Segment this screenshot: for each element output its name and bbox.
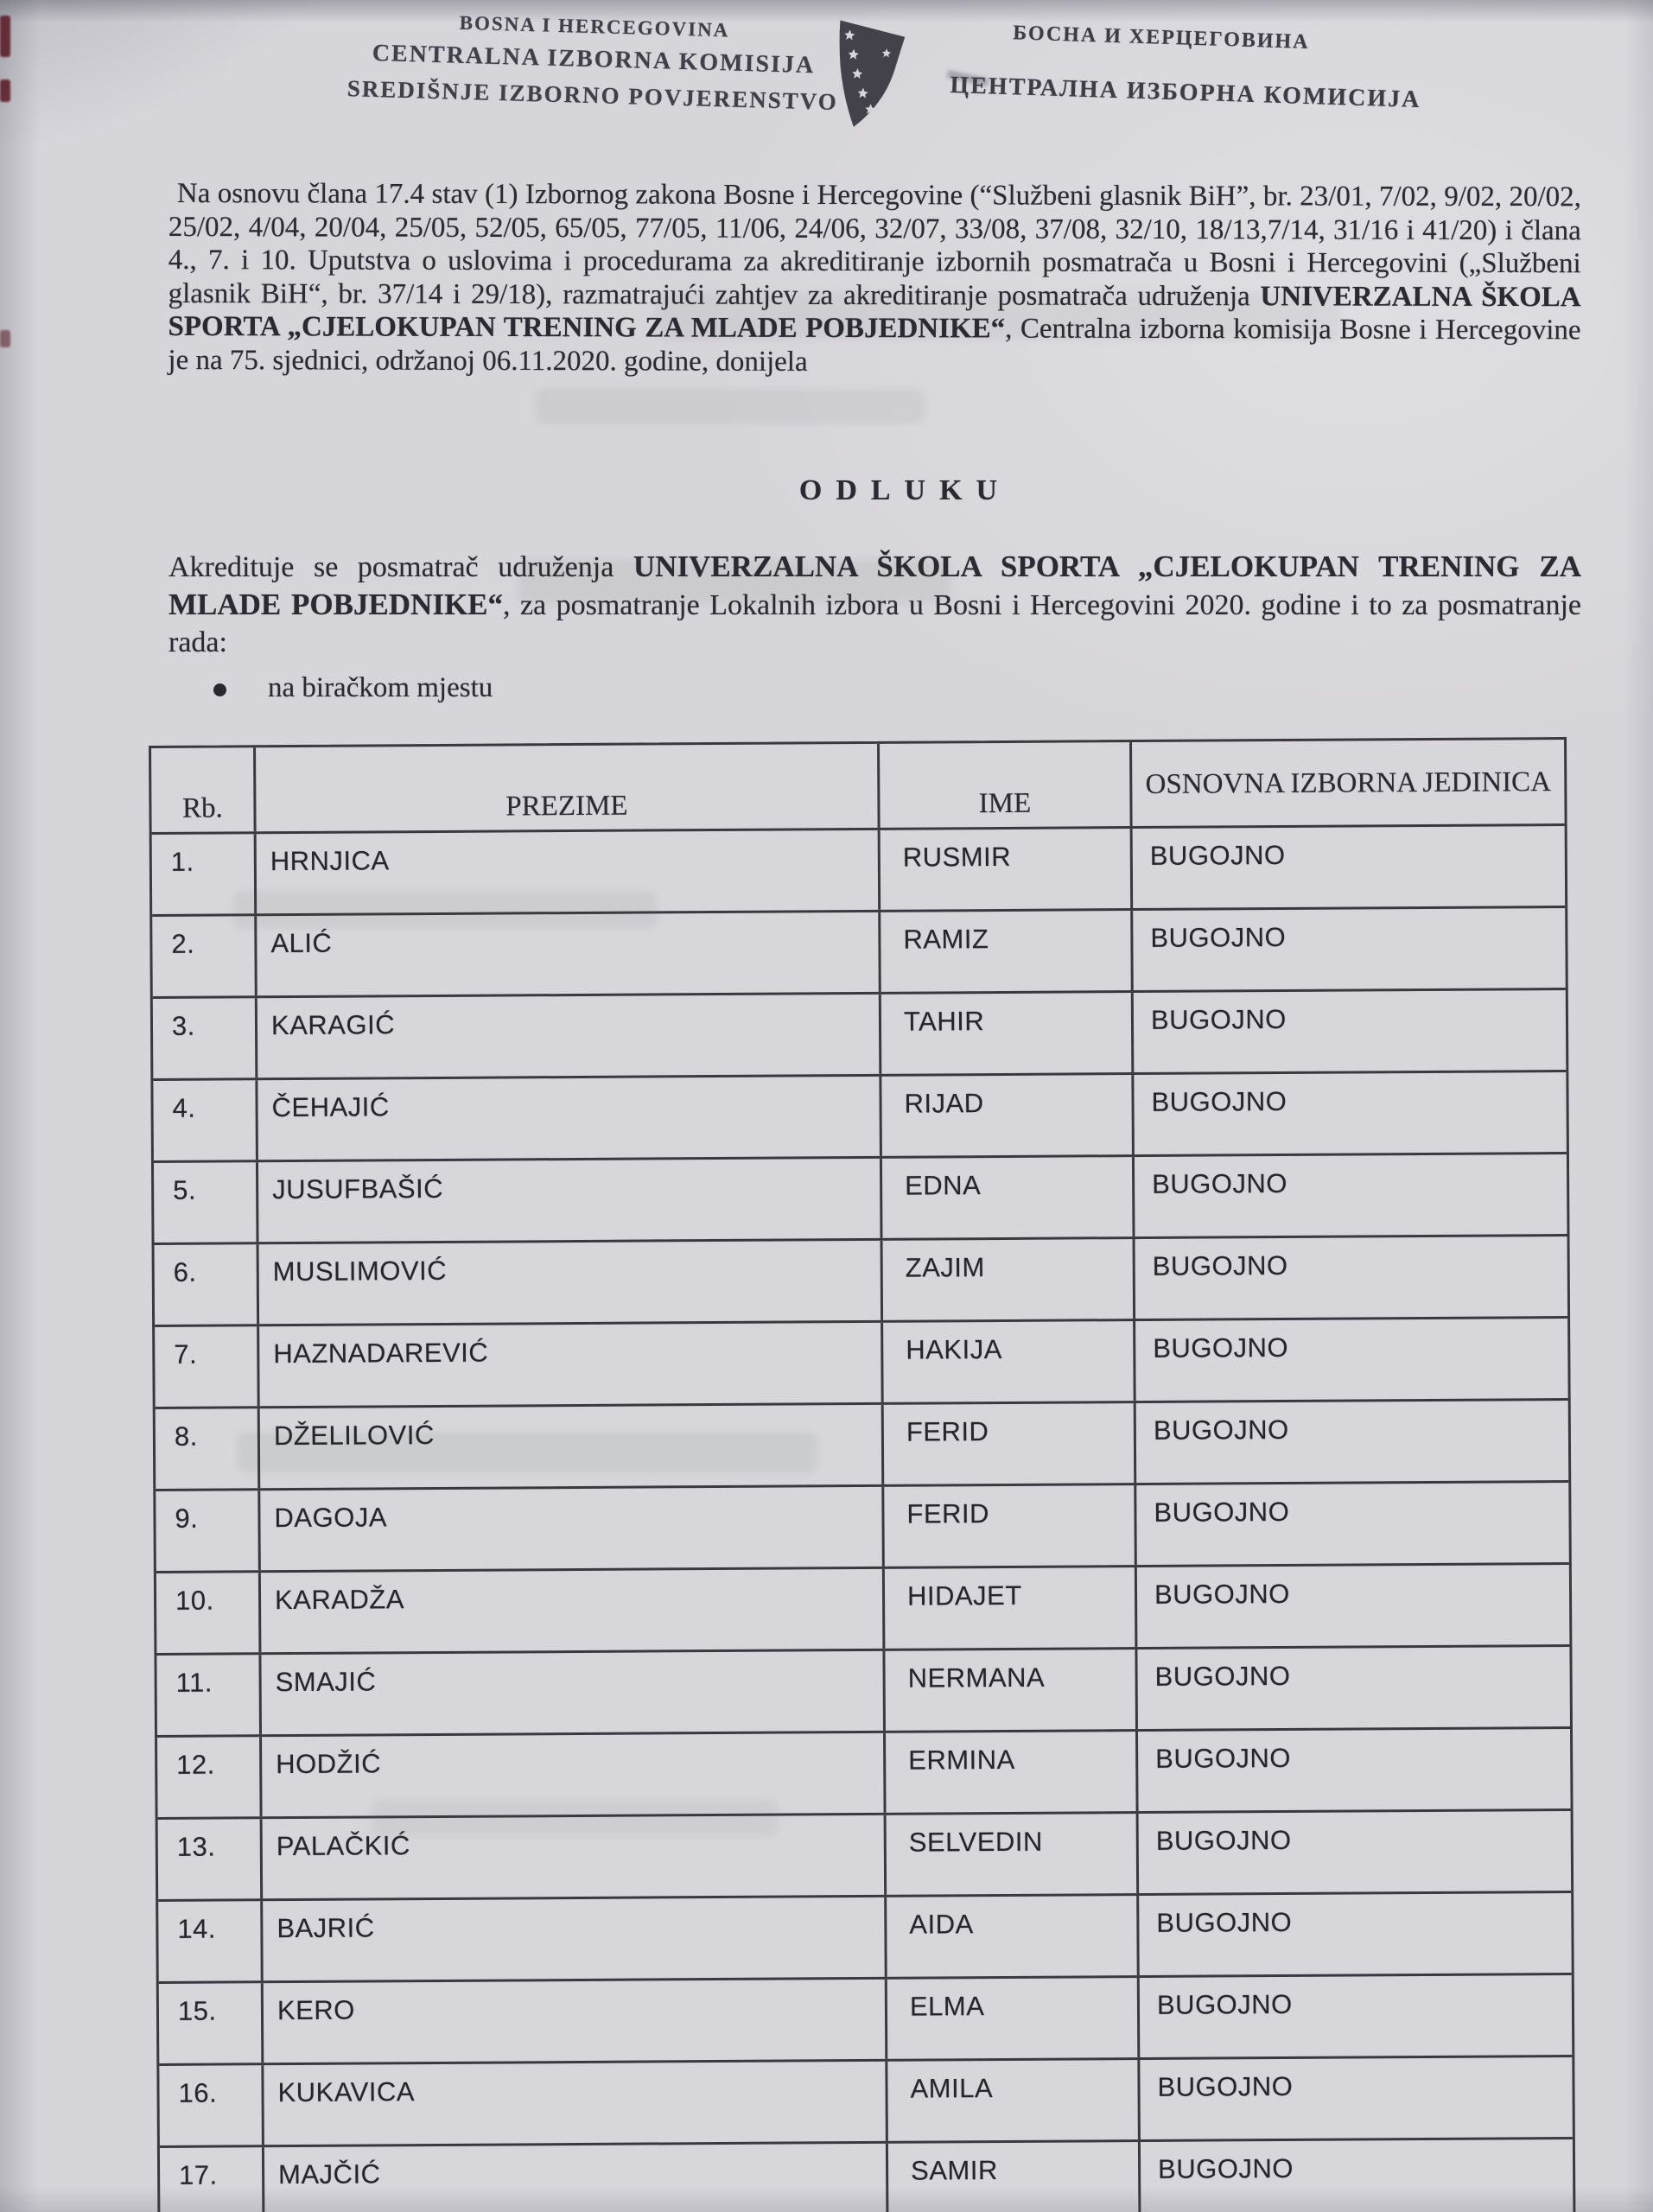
surname-cell: PALAČKIĆ (263, 1815, 887, 1898)
surname-cell: ČEHAJIĆ (257, 1077, 882, 1160)
table-row (156, 1401, 1569, 1491)
bleedthrough-mark (536, 389, 925, 423)
surname-cell: KERO (264, 1980, 888, 2063)
first-name-cell: ZAJIM (883, 1239, 1136, 1320)
surname-cell: JUSUFBAŠIĆ (258, 1159, 883, 1242)
electoral-unit-cell: BUGOJNO (1153, 1332, 1289, 1363)
first-name-cell: RIJAD (881, 1075, 1135, 1156)
surname-cell: ALIĆ (257, 912, 881, 995)
electoral-unit-cell: BUGOJNO (1157, 2070, 1294, 2102)
column-header-prezime: PREZIME (256, 744, 881, 831)
table-row (158, 1893, 1572, 1984)
letterhead-line: ЦЕНТРАЛНА ИЗБОРНА КОМИСИЈА (950, 72, 1421, 114)
table-row (160, 2139, 1574, 2212)
bullet-label: na biračkom mjestu (268, 672, 493, 703)
surname-cell: HRNJICA (257, 830, 881, 913)
decision-title: ODLUKU (798, 474, 1012, 506)
organization-name: UNIVERZALNA ŠKOLA SPORTA „CJELOKUPAN TRENING ZA MLADE POBJEDNIKE“ (168, 550, 1581, 621)
table-body (152, 826, 1574, 2212)
surname-cell: KUKAVICA (264, 2062, 888, 2145)
table-row (157, 1729, 1571, 1820)
column-header-rb: Rb. (151, 747, 257, 832)
row-number-cell: 13. (158, 1819, 264, 1899)
first-name-cell: TAHIR (881, 993, 1135, 1074)
surname-cell: KARADŽA (261, 1569, 886, 1652)
electoral-unit-cell: BUGOJNO (1150, 1003, 1287, 1035)
scan-edge-mark (0, 16, 10, 57)
row-number-cell: 2. (152, 916, 257, 996)
first-name-cell: RUSMIR (881, 829, 1134, 910)
preamble-text: , Centralna izborna komisija Bosne i Hercegovine je na 75. sjednici, održanoj 06.11.2020. godine, donijela (168, 313, 1581, 378)
row-number-cell: 10. (156, 1573, 262, 1653)
table-row (159, 2057, 1573, 2148)
row-number-cell: 3. (153, 998, 258, 1078)
electoral-unit-cell: BUGOJNO (1150, 921, 1287, 953)
electoral-unit-cell: BUGOJNO (1154, 1496, 1290, 1528)
first-name-cell: SELVEDIN (887, 1814, 1140, 1895)
table-header-row (151, 740, 1565, 835)
organization-name: UNIVERZALNA ŠKOLA SPORTA „CJELOKUPAN TRENING ZA MLADE POBJEDNIKE“ (168, 280, 1581, 345)
table-row (154, 1154, 1567, 1245)
first-name-cell: FERID (884, 1403, 1137, 1484)
operative-paragraph (168, 548, 1581, 661)
electoral-unit-cell: BUGOJNO (1155, 1824, 1292, 1856)
surname-cell: DAGOJA (260, 1487, 885, 1570)
table-row (159, 1975, 1573, 2066)
electoral-unit-cell: BUGOJNO (1152, 1167, 1288, 1199)
surname-cell: KARAGIĆ (257, 995, 882, 1077)
electoral-unit-cell: BUGOJNO (1149, 839, 1286, 871)
surname-cell: MUSLIMOVIĆ (259, 1241, 884, 1324)
electoral-unit-cell: BUGOJNO (1155, 1742, 1292, 1774)
row-number-cell: 9. (156, 1491, 261, 1571)
surname-cell: HODŽIĆ (262, 1733, 887, 1816)
surname-cell: DŽELILOVIĆ (260, 1405, 885, 1488)
preamble-paragraph (168, 177, 1581, 380)
letterhead-line: CENTRALNA IZBORNA KOMISIJA (372, 39, 816, 79)
table-row (152, 908, 1566, 999)
row-number-cell: 14. (158, 1901, 264, 1981)
row-number-cell: 7. (155, 1326, 260, 1407)
table-row (155, 1236, 1568, 1327)
table-row (158, 1811, 1572, 1902)
row-number-cell: 16. (159, 2065, 264, 2145)
row-number-cell: 17. (160, 2147, 265, 2212)
preamble-text: Na osnovu člana 17.4 stav (1) Izbornog zakona Bosne i Hercegovine (“Službeni glasnik BiH”, br. 23/01, 7/02, 9/02, 20/02, 25/02, 4/04, 20/04, 25/05, 52/05, 65/05, 77/05, 11/06, 24/06, 32/07, 33/08, 37/08, 32/10, 18/13,7/14, 31/16 i 41/20) i člana 4., 7. i 10. Uputstva o uslovima i procedurama za akreditiranje izbornih posmatrača u Bosni i Hercegovini („Službeni glasnik BiH“, br. 37/14 i 29/18), razmatrajući zahtjev za akreditiranje posmatrača udruženja (168, 178, 1581, 312)
scan-edge-mark (0, 79, 10, 102)
row-number-cell: 8. (156, 1408, 261, 1489)
row-number-cell: 6. (155, 1244, 260, 1325)
surname-cell: HAZNADAREVIĆ (259, 1323, 884, 1406)
first-name-cell: RAMIZ (881, 911, 1134, 992)
operative-text: Akredituje se posmatrač udruženja (168, 551, 633, 583)
letterhead-line: БОСНА И ХЕРЦЕГОВИНА (1012, 22, 1310, 54)
electoral-unit-cell: BUGOJNO (1156, 1988, 1293, 2020)
electoral-unit-cell: BUGOJNO (1157, 2152, 1294, 2184)
column-header-izborna-jedinica: OSNOVNA IZBORNA JEDINICA (1145, 766, 1552, 800)
surname-cell: SMAJIĆ (261, 1651, 886, 1734)
bullet-dot-icon (213, 683, 226, 696)
first-name-cell: AIDA (887, 1896, 1140, 1977)
scan-edge-mark (0, 330, 10, 347)
letterhead-line: SREDIŠNJE IZBORNO POVJERENSTVO (346, 75, 839, 116)
column-header-ime: IME (880, 742, 1133, 828)
surname-cell: MAJČIĆ (264, 2144, 889, 2212)
bih-coat-of-arms-icon (818, 14, 919, 137)
table-row (153, 990, 1567, 1081)
accreditation-table (149, 737, 1575, 2212)
electoral-unit-cell: BUGOJNO (1156, 1906, 1293, 1938)
table-row (155, 1319, 1568, 1409)
electoral-unit-cell: BUGOJNO (1152, 1249, 1288, 1281)
row-number-cell: 12. (157, 1737, 263, 1817)
first-name-cell: HAKIJA (883, 1321, 1136, 1402)
electoral-unit-cell: BUGOJNO (1151, 1085, 1287, 1117)
letterhead-latin (341, 9, 845, 116)
row-number-cell: 1. (152, 834, 257, 914)
bullet-list-item (213, 672, 493, 704)
electoral-unit-cell: BUGOJNO (1153, 1414, 1289, 1446)
row-number-cell: 5. (154, 1162, 259, 1243)
table-row (156, 1647, 1570, 1738)
electoral-unit-cell: BUGOJNO (1154, 1578, 1290, 1610)
table-row (153, 1072, 1567, 1163)
table-row (152, 826, 1566, 917)
first-name-cell: SAMIR (888, 2142, 1141, 2212)
first-name-cell: ELMA (887, 1978, 1141, 2059)
row-number-cell: 4. (153, 1080, 258, 1160)
row-number-cell: 15. (159, 1983, 264, 2063)
operative-text: , za posmatranje Lokalnih izbora u Bosni i Hercegovini 2020. godine i to za posmatranje rada: (168, 589, 1581, 658)
letterhead-line: BOSNA I HERCEGOVINA (459, 11, 730, 41)
surname-cell: BAJRIĆ (263, 1897, 887, 1980)
electoral-unit-cell: BUGOJNO (1154, 1660, 1291, 1692)
first-name-cell: EDNA (882, 1157, 1135, 1238)
first-name-cell: NERMANA (885, 1649, 1138, 1731)
first-name-cell: ERMINA (886, 1732, 1139, 1813)
row-number-cell: 11. (156, 1655, 262, 1735)
first-name-cell: FERID (884, 1485, 1137, 1567)
first-name-cell: HIDAJET (885, 1567, 1138, 1649)
letterhead-cyrillic (922, 19, 1452, 115)
table-row (156, 1565, 1570, 1656)
first-name-cell: AMILA (887, 2060, 1141, 2141)
table-row (156, 1483, 1569, 1573)
